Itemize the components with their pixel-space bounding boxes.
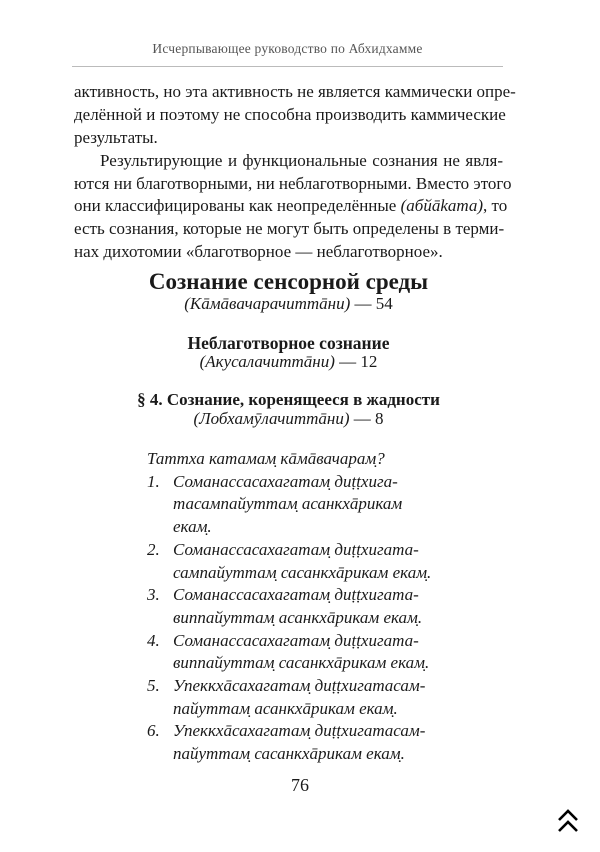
list-number: 6. xyxy=(147,721,160,741)
list-text-line: екам̣. xyxy=(173,517,212,537)
scroll-to-top-button[interactable] xyxy=(556,808,580,834)
pali-term: (Лобхамӯлачиттāни) xyxy=(193,409,350,428)
term-italic: (абйākата) xyxy=(400,196,484,216)
text-line xyxy=(74,195,508,218)
list-text-line: Соманассасахагатам̣ диṭṭхигата- xyxy=(173,585,419,605)
section-heading: Сознание сенсорной среды xyxy=(148,269,429,294)
list-item xyxy=(147,539,447,584)
subsection-heading: Неблаготворное сознание xyxy=(187,333,390,353)
list-text xyxy=(173,675,425,720)
list-number: 5. xyxy=(147,676,160,696)
header-rule xyxy=(72,66,503,67)
list-item xyxy=(147,630,447,675)
list-item xyxy=(147,471,447,539)
list-item xyxy=(147,584,447,629)
pali-list xyxy=(147,448,447,766)
list-text xyxy=(173,720,425,765)
list-intro: Таттха катамам̣ кāмāвачарам̣? xyxy=(147,449,385,468)
list-text-line: сампайуттам̣ сасанкхāрикам екам̣. xyxy=(173,562,432,582)
list-text-line: тасампайуттам̣ асанкхāрикам xyxy=(173,494,403,514)
subsection-subtitle xyxy=(74,352,503,372)
running-head: Исчерпывающее руководство по Абхидхамме xyxy=(152,41,423,56)
text-line: есть сознания, которые не могут быть определены в терми- xyxy=(74,219,505,239)
list-text-line: виппайуттам̣ сасанкхāрикам екам̣. xyxy=(173,653,430,673)
list-number: 1. xyxy=(147,471,160,491)
text-line: активность, но эта активность не является каммически опре- xyxy=(74,82,516,101)
text-line: нах дихотомии «благотворное — неблаготворное». xyxy=(74,242,443,262)
list-number: 4. xyxy=(147,630,160,650)
list-text xyxy=(173,584,422,629)
pali-term: (Кāмāвачарачиттāни) xyxy=(184,294,351,313)
section-subtitle xyxy=(74,294,503,314)
list-item xyxy=(147,720,447,765)
text-line: Результирующие и функциональные сознания не явля- xyxy=(100,150,503,170)
pali-term: (Акусалачиттāни) xyxy=(199,352,335,371)
text-segment: они классифицированы как неопределённые xyxy=(74,196,401,216)
list-text-line: пайуттам̣ сасанкхāрикам екам̣. xyxy=(173,744,405,764)
list-text-line: Соманассасахагатам̣ диṭṭхигата- xyxy=(173,630,419,650)
count: — 54 xyxy=(350,294,393,313)
list-text-line: Упеккхāсахагатам̣ диṭṭхигатасам- xyxy=(173,721,426,741)
list-number: 2. xyxy=(147,539,160,559)
list-text xyxy=(173,539,431,584)
text-line: делённой и поэтому не способна производить каммические xyxy=(74,104,506,124)
paragraph-subtitle xyxy=(74,409,503,429)
list-text-line: Упеккхāсахагатам̣ диṭṭхигатасам- xyxy=(173,676,426,696)
text-line: ются ни благотворными, ни неблаготворными. Вместо этого xyxy=(74,173,512,193)
list-text xyxy=(173,630,429,675)
double-chevron-up-icon xyxy=(556,808,580,834)
list-text-line: виппайуттам̣ асанкхāрикам екам̣. xyxy=(173,607,423,627)
list-text-line: Соманассасахагатам̣ диṭṭхига- xyxy=(173,471,398,491)
count: — 8 xyxy=(349,409,384,428)
text-segment: , то xyxy=(483,196,508,216)
list-text-line: пайуттам̣ асанкхāрикам екам̣. xyxy=(173,698,398,718)
text-line: результаты. xyxy=(74,127,158,147)
paragraph-heading: § 4. Сознание, коренящееся в жадности xyxy=(137,390,440,409)
list-number: 3. xyxy=(147,585,160,605)
page-number: 76 xyxy=(291,775,309,795)
list-text-line: Соманассасахагатам̣ диṭṭхигата- xyxy=(173,539,419,559)
count: — 12 xyxy=(334,352,378,371)
body-text xyxy=(74,81,516,264)
list-text xyxy=(173,471,402,539)
list-item xyxy=(147,675,447,720)
